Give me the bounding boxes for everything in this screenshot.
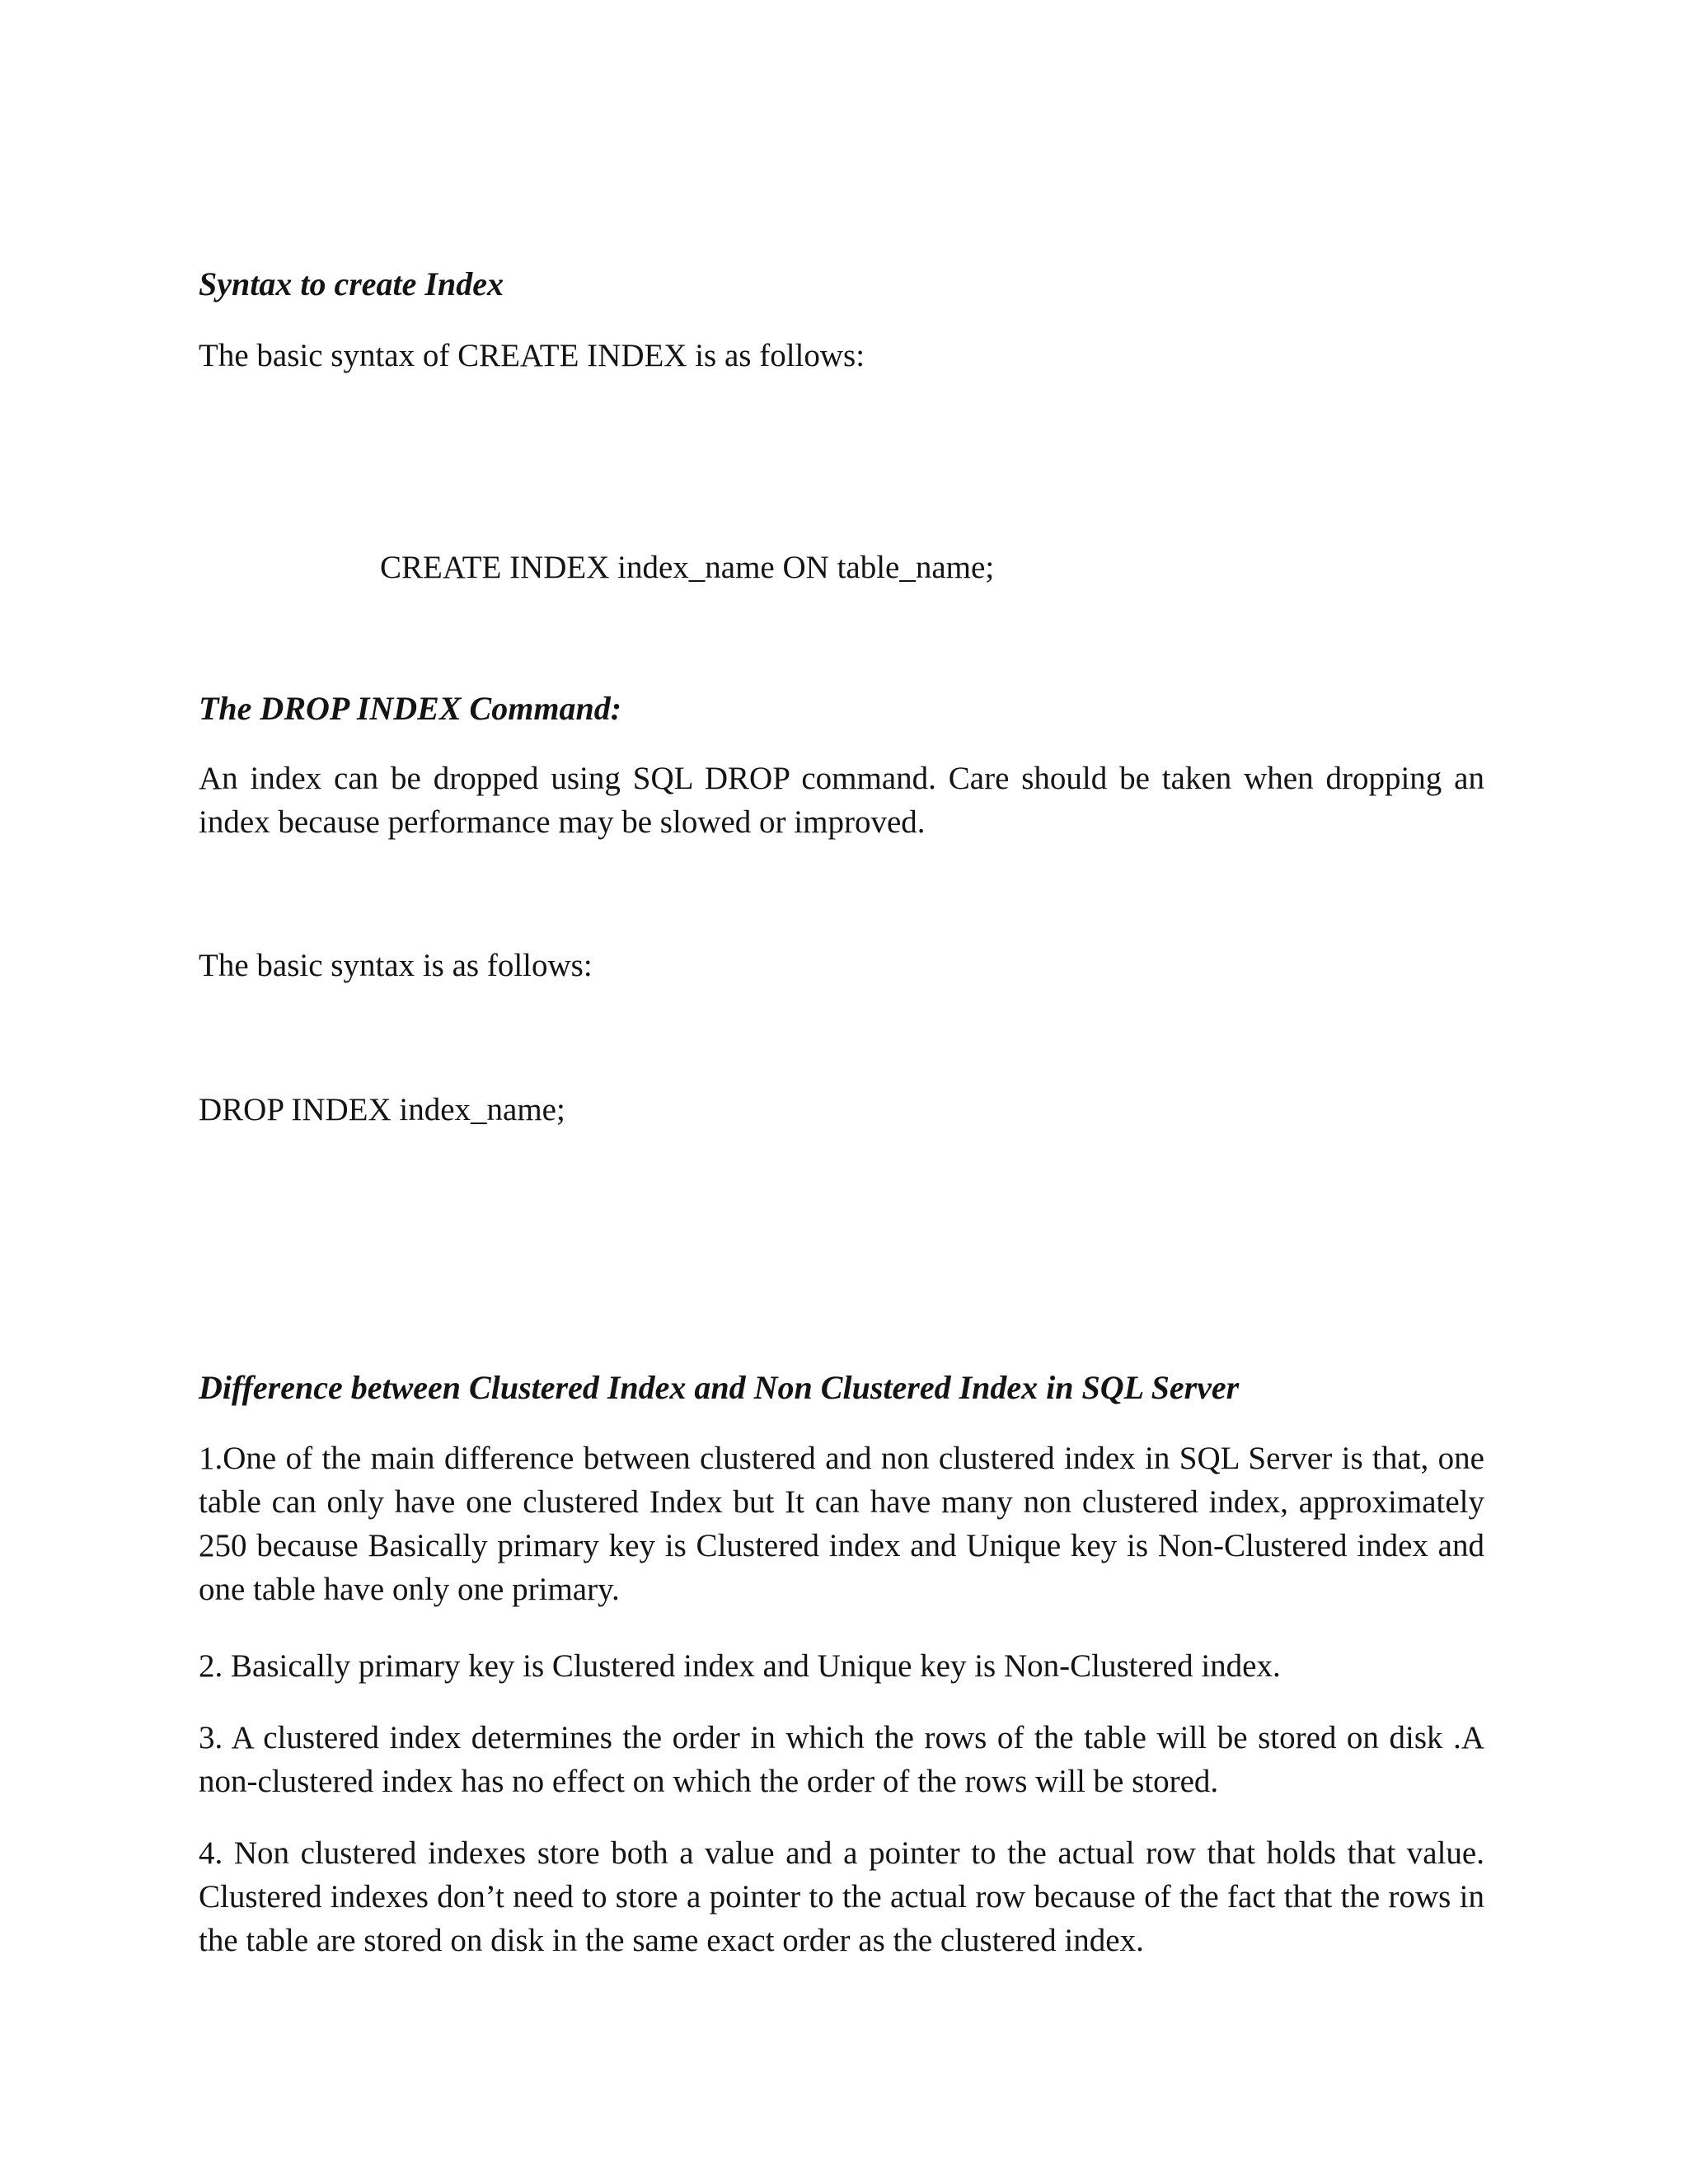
difference-point-3: 3. A clustered index determines the order in which the rows of the table will be stored on disk .A non-clustered index has no effect on which the order of the rows will be stored. <box>199 1720 1484 1799</box>
drop-index-intro: The basic syntax is as follows: <box>199 948 593 983</box>
drop-index-heading: The DROP INDEX Command: <box>199 690 622 727</box>
create-index-intro: The basic syntax of CREATE INDEX is as follows: <box>199 338 865 373</box>
difference-point-4: 4. Non clustered indexes store both a value and a pointer to the actual row that holds that value. Clustered indexes don’t need to store a pointer to the actual row because of the fact that the rows in the table are stored on disk in the same exact order as the clustered index. <box>199 1835 1484 1958</box>
difference-point-2: 2. Basically primary key is Clustered index and Unique key is Non-Clustered index. <box>199 1648 1281 1684</box>
create-index-code: CREATE INDEX index_name ON table_name; <box>380 550 995 585</box>
difference-heading: Difference between Clustered Index and Non Clustered Index in SQL Server <box>199 1369 1240 1406</box>
drop-index-description: An index can be dropped using SQL DROP command. Care should be taken when dropping an index because performance may be slowed or improved. <box>199 761 1484 840</box>
drop-index-code: DROP INDEX index_name; <box>199 1092 565 1127</box>
create-index-heading: Syntax to create Index <box>199 265 504 302</box>
difference-point-1: 1.One of the main difference between clustered and non clustered index in SQL Server is that, one table can only have one clustered Index but It can have many non clustered index, approximately 250 because Basically primary key is Clustered index and Unique key is Non-Clustered index and one table have only one primary. <box>199 1441 1484 1607</box>
